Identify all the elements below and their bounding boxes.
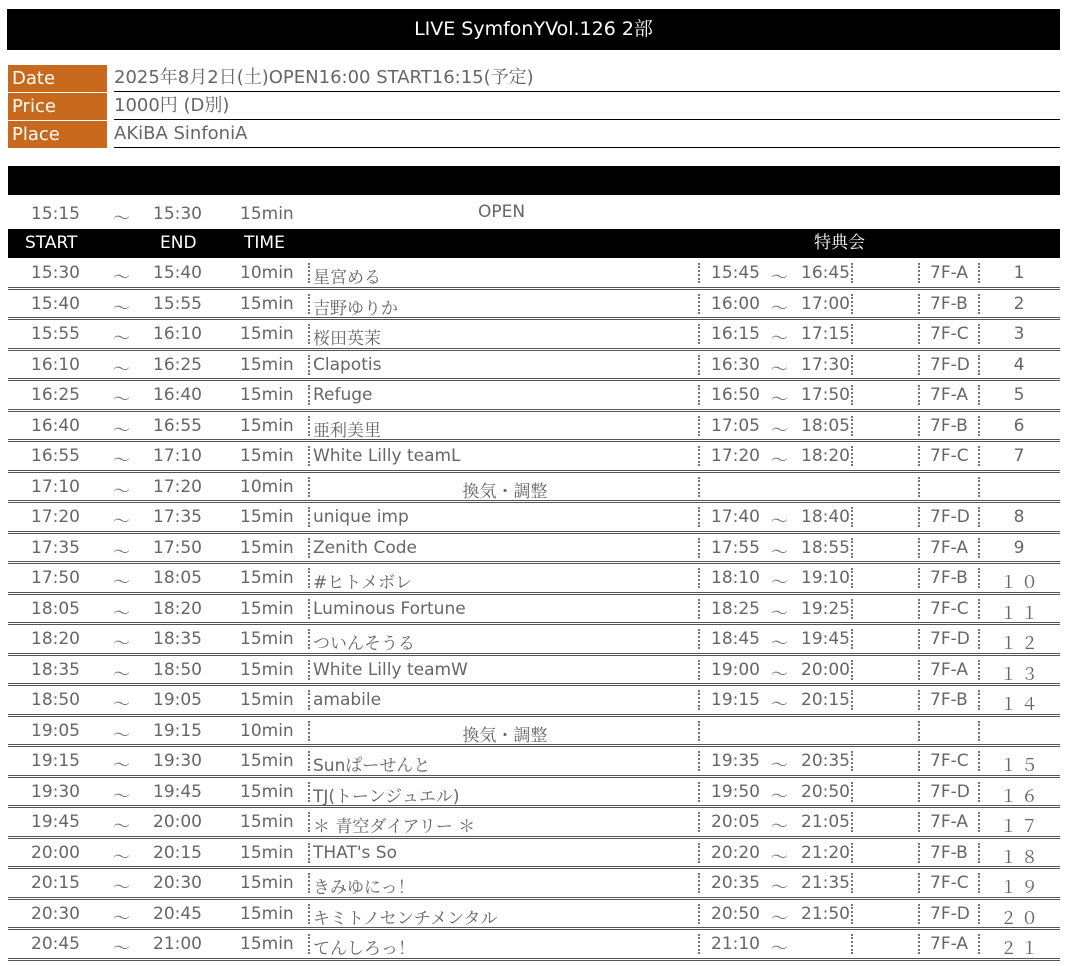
room: 7F-D — [918, 904, 970, 924]
tokuten-start: 20:50 — [698, 904, 760, 924]
tokuten-start: 20:05 — [698, 812, 760, 832]
tokuten-end: 18:20 — [801, 446, 850, 466]
start-time: 20:15 — [31, 873, 80, 893]
order-number: １８ — [978, 843, 1062, 863]
performer-name: ＊ 青空ダイアリー ＊ — [308, 812, 475, 832]
number-cell — [978, 721, 1062, 741]
end-time: 17:10 — [153, 446, 202, 466]
order-number: １５ — [978, 751, 1062, 771]
table-row — [8, 686, 1060, 717]
tilde-separator: 〜 — [113, 481, 130, 502]
end-time: 20:00 — [153, 812, 202, 832]
table-row — [8, 259, 1060, 290]
header-start: START — [25, 233, 78, 253]
start-time: 17:20 — [31, 507, 80, 527]
order-number: 6 — [978, 416, 1062, 436]
room: 7F-A — [918, 263, 968, 283]
duration: 15min — [240, 934, 294, 954]
order-number: １２ — [978, 629, 1062, 649]
page-title: LIVE SymfonYVol.126 2部 — [7, 9, 1060, 50]
end-time: 20:15 — [153, 842, 202, 863]
table-row — [8, 808, 1060, 839]
duration: 15min — [240, 812, 294, 832]
price-label: Price — [8, 93, 107, 120]
table-row — [8, 442, 1060, 473]
room: 7F-D — [918, 507, 970, 527]
end-time: 19:30 — [153, 751, 202, 771]
room: 7F-C — [918, 873, 969, 893]
start-time: 16:10 — [31, 354, 80, 375]
duration: 15min — [240, 751, 294, 771]
end-time: 16:10 — [153, 324, 202, 344]
tokuten-end: 17:50 — [801, 385, 850, 405]
duration: 15min — [240, 293, 294, 314]
tokuten-end: 17:30 — [801, 354, 850, 375]
open-start: 15:15 — [31, 204, 80, 224]
start-time: 20:45 — [31, 934, 80, 954]
table-row — [8, 381, 1060, 412]
tokuten-tilde: 〜 — [771, 878, 788, 898]
column-divider — [851, 934, 853, 954]
start-time: 15:40 — [31, 293, 80, 314]
open-row — [0, 202, 1067, 227]
table-row — [8, 625, 1060, 656]
tilde-separator: 〜 — [113, 329, 130, 349]
order-number: 2 — [978, 294, 1062, 314]
table-row — [8, 839, 1060, 870]
order-number: 7 — [978, 446, 1062, 466]
start-time: 20:30 — [31, 903, 80, 924]
tilde-separator: 〜 — [113, 908, 130, 929]
start-time: 19:05 — [31, 720, 80, 741]
performer-name: てんしろっ！ — [308, 934, 415, 954]
table-row — [8, 412, 1060, 443]
end-time: 19:15 — [153, 720, 202, 741]
tokuten-end: 20:50 — [801, 781, 850, 802]
start-time: 17:10 — [31, 476, 80, 497]
tokuten-end: 21:35 — [801, 873, 850, 893]
performer-name: Clapotis — [308, 355, 381, 375]
order-number: １７ — [978, 812, 1062, 832]
tokuten-tilde: 〜 — [771, 603, 788, 624]
break-label: 換気・調整 — [308, 721, 700, 741]
end-time: 18:50 — [153, 659, 202, 680]
performer-name: 桜田英茉 — [308, 324, 381, 344]
order-number: １６ — [978, 782, 1062, 802]
header-time: TIME — [244, 233, 285, 253]
tilde-separator: 〜 — [113, 634, 130, 654]
break-row — [8, 473, 1060, 504]
duration: 15min — [240, 781, 294, 802]
duration: 15min — [240, 659, 294, 680]
table-row — [8, 869, 1060, 900]
info-date-row — [8, 65, 1060, 92]
header-tokuten: 特典会 — [814, 233, 865, 253]
end-time: 17:50 — [153, 537, 202, 558]
tokuten-tilde: 〜 — [771, 939, 788, 959]
tokuten-tilde: 〜 — [771, 390, 788, 410]
tokuten-start: 16:30 — [698, 355, 760, 375]
start-time: 16:25 — [31, 385, 80, 405]
duration: 15min — [240, 415, 294, 436]
tilde-separator: 〜 — [113, 451, 130, 471]
place-value: AKiBA SinfoniA — [114, 121, 1060, 148]
tokuten-end: 17:15 — [801, 324, 850, 344]
room: 7F-A — [918, 538, 968, 558]
column-divider — [851, 263, 853, 283]
room: 7F-C — [918, 599, 969, 619]
header-end: END — [160, 233, 197, 253]
duration: 15min — [240, 507, 294, 527]
column-divider — [851, 904, 853, 924]
duration: 15min — [240, 446, 294, 466]
column-divider — [851, 751, 853, 771]
column-divider — [851, 446, 853, 466]
duration: 15min — [240, 629, 294, 649]
column-divider — [851, 690, 853, 710]
duration: 10min — [240, 476, 294, 497]
performer-name: Zenith Code — [308, 538, 417, 558]
tilde-separator: 〜 — [113, 298, 130, 319]
tokuten-tilde: 〜 — [771, 420, 788, 441]
tokuten-start: 19:15 — [698, 690, 760, 710]
date-label: Date — [8, 65, 107, 92]
end-time: 17:35 — [153, 507, 202, 527]
tokuten-end: 18:05 — [801, 415, 850, 436]
tokuten-start: 18:10 — [698, 568, 760, 588]
tilde-separator: 〜 — [113, 603, 130, 624]
column-divider — [851, 538, 853, 558]
start-time: 17:50 — [31, 568, 80, 588]
tokuten-end: 18:40 — [801, 507, 850, 527]
order-number: 1 — [978, 263, 1062, 283]
tokuten-start: 18:45 — [698, 629, 760, 649]
order-number: １３ — [978, 660, 1062, 680]
order-number: ２０ — [978, 904, 1062, 924]
tokuten-tilde: 〜 — [771, 298, 788, 319]
table-row — [8, 747, 1060, 778]
start-time: 16:40 — [31, 415, 80, 436]
column-divider — [851, 873, 853, 893]
duration: 15min — [240, 842, 294, 863]
place-label: Place — [8, 121, 107, 148]
end-time: 17:20 — [153, 476, 202, 497]
end-time: 21:00 — [153, 934, 202, 954]
room: 7F-C — [918, 324, 969, 344]
tilde-separator: 〜 — [113, 359, 130, 380]
table-row — [8, 778, 1060, 809]
tilde-separator: 〜 — [113, 420, 130, 441]
tilde-separator: 〜 — [113, 268, 130, 288]
order-number: １９ — [978, 873, 1062, 893]
end-time: 18:05 — [153, 568, 202, 588]
column-divider — [851, 660, 853, 680]
start-time: 19:15 — [31, 751, 80, 771]
number-cell — [978, 477, 1062, 497]
duration: 15min — [240, 873, 294, 893]
tokuten-tilde: 〜 — [771, 451, 788, 471]
column-divider — [851, 568, 853, 588]
price-value: 1000円 (D別) — [114, 93, 1060, 120]
tokuten-start: 19:00 — [698, 660, 760, 680]
room: 7F-B — [918, 843, 968, 863]
break-label: 換気・調整 — [308, 477, 700, 497]
duration: 10min — [240, 263, 294, 283]
table-row — [8, 290, 1060, 321]
tilde-separator: 〜 — [113, 725, 130, 746]
tokuten-start: 16:15 — [698, 324, 760, 344]
performer-name: White Lilly teamL — [308, 446, 461, 466]
open-end: 15:30 — [153, 204, 202, 224]
column-divider — [851, 782, 853, 802]
room: 7F-A — [918, 385, 968, 405]
duration: 15min — [240, 324, 294, 344]
performer-name: unique imp — [308, 507, 409, 527]
room: 7F-B — [918, 568, 968, 588]
open-tilde: 〜 — [113, 209, 130, 229]
order-number: 4 — [978, 355, 1062, 375]
start-time: 15:30 — [31, 263, 80, 283]
tokuten-tilde: 〜 — [771, 847, 788, 868]
room: 7F-B — [918, 690, 968, 710]
tokuten-end: 21:05 — [801, 812, 850, 832]
tokuten-end: 17:00 — [801, 293, 850, 314]
tokuten-tilde: 〜 — [771, 512, 788, 532]
order-number: １１ — [978, 599, 1062, 619]
schedule-table — [8, 259, 1060, 961]
room: 7F-C — [918, 751, 969, 771]
end-time: 18:20 — [153, 598, 202, 619]
tokuten-start: 19:35 — [698, 751, 760, 771]
tokuten-end: 21:50 — [801, 903, 850, 924]
tokuten-tilde: 〜 — [771, 695, 788, 715]
tokuten-end: 19:25 — [801, 598, 850, 619]
tilde-separator: 〜 — [113, 573, 130, 593]
open-time: 15min — [240, 204, 294, 224]
room: 7F-A — [918, 660, 968, 680]
table-row — [8, 595, 1060, 626]
column-divider — [851, 599, 853, 619]
tokuten-end: 16:45 — [801, 263, 850, 283]
room: 7F-D — [918, 355, 970, 375]
performer-name: ついんそうる — [308, 629, 415, 649]
table-row — [8, 656, 1060, 687]
tokuten-tilde: 〜 — [771, 542, 788, 563]
tokuten-tilde: 〜 — [771, 329, 788, 349]
tokuten-start: 17:55 — [698, 538, 760, 558]
date-value: 2025年8月2日(土)OPEN16:00 START16:15(予定) — [114, 65, 1060, 92]
open-label: OPEN — [478, 202, 526, 222]
start-time: 18:20 — [31, 629, 80, 649]
order-number: １０ — [978, 568, 1062, 588]
tokuten-end: 20:35 — [801, 751, 850, 771]
performer-name: White Lilly teamW — [308, 660, 468, 680]
table-row — [8, 534, 1060, 565]
room: 7F-A — [918, 934, 968, 954]
end-time: 19:45 — [153, 781, 202, 802]
table-row — [8, 900, 1060, 931]
end-time: 19:05 — [153, 690, 202, 710]
tokuten-tilde: 〜 — [771, 664, 788, 685]
order-number: 9 — [978, 538, 1062, 558]
tokuten-start: 15:45 — [698, 263, 760, 283]
room: 7F-D — [918, 782, 970, 802]
start-time: 19:30 — [31, 781, 80, 802]
tilde-separator: 〜 — [113, 817, 130, 837]
room: 7F-C — [918, 446, 969, 466]
end-time: 20:30 — [153, 873, 202, 893]
tokuten-tilde: 〜 — [771, 817, 788, 837]
performer-name: Sunぱーせんと — [308, 751, 430, 771]
tokuten-cell — [698, 477, 711, 497]
duration: 15min — [240, 354, 294, 375]
start-time: 18:35 — [31, 659, 80, 680]
column-divider — [851, 507, 853, 527]
tilde-separator: 〜 — [113, 664, 130, 685]
duration: 15min — [240, 385, 294, 405]
start-time: 15:55 — [31, 324, 80, 344]
tilde-separator: 〜 — [113, 847, 130, 868]
tilde-separator: 〜 — [113, 390, 130, 410]
tokuten-start: 18:25 — [698, 599, 760, 619]
start-time: 18:05 — [31, 598, 80, 619]
performer-name: amabile — [308, 690, 381, 710]
tokuten-tilde: 〜 — [771, 268, 788, 288]
end-time: 18:35 — [153, 629, 202, 649]
tokuten-start: 16:00 — [698, 294, 760, 314]
performer-name: Refuge — [308, 385, 373, 405]
order-number: １４ — [978, 690, 1062, 710]
end-time: 16:55 — [153, 415, 202, 436]
performer-name: 亜利美里 — [308, 416, 381, 436]
tilde-separator: 〜 — [113, 695, 130, 715]
tokuten-tilde: 〜 — [771, 359, 788, 380]
info-place-row — [8, 121, 1060, 148]
performer-name: #ヒトメボレ — [308, 568, 412, 588]
tokuten-start: 21:10 — [698, 934, 760, 954]
start-time: 20:00 — [31, 842, 80, 863]
table-row — [8, 503, 1060, 534]
duration: 15min — [240, 568, 294, 588]
performer-name: 星宮める — [308, 263, 381, 283]
performer-name: TJ(トーンジュエル) — [308, 782, 460, 802]
tokuten-cell — [698, 721, 711, 741]
start-time: 16:55 — [31, 446, 80, 466]
order-number: ２１ — [978, 934, 1062, 954]
tokuten-end: 19:10 — [801, 568, 850, 588]
tokuten-start: 17:20 — [698, 446, 760, 466]
start-time: 18:50 — [31, 690, 80, 710]
tilde-separator: 〜 — [113, 878, 130, 898]
column-divider — [851, 324, 853, 344]
end-time: 16:25 — [153, 354, 202, 375]
duration: 10min — [240, 720, 294, 741]
end-time: 15:40 — [153, 263, 202, 283]
tilde-separator: 〜 — [113, 786, 130, 807]
room: 7F-B — [918, 294, 968, 314]
table-row — [8, 320, 1060, 351]
room-cell — [918, 477, 930, 497]
room-cell — [918, 721, 930, 741]
column-divider — [851, 629, 853, 649]
tokuten-start: 20:35 — [698, 873, 760, 893]
tilde-separator: 〜 — [113, 542, 130, 563]
tokuten-start: 17:40 — [698, 507, 760, 527]
tokuten-end: 19:45 — [801, 629, 850, 649]
column-divider — [851, 843, 853, 863]
info-price-row — [8, 93, 1060, 120]
performer-name: 吉野ゆりか — [308, 294, 398, 314]
duration: 15min — [240, 690, 294, 710]
duration: 15min — [240, 903, 294, 924]
performer-name: キミトノセンチメンタル — [308, 904, 497, 924]
tokuten-tilde: 〜 — [771, 786, 788, 807]
performer-name: THAT's So — [308, 843, 397, 863]
table-row — [8, 930, 1060, 961]
order-number: 8 — [978, 507, 1062, 527]
duration: 15min — [240, 537, 294, 558]
performer-name: Luminous Fortune — [308, 599, 466, 619]
tokuten-start: 20:20 — [698, 843, 760, 863]
table-row — [8, 564, 1060, 595]
room: 7F-A — [918, 812, 968, 832]
tokuten-tilde: 〜 — [771, 634, 788, 654]
duration: 15min — [240, 598, 294, 619]
column-divider — [851, 355, 853, 375]
section-divider-bar — [8, 166, 1060, 195]
table-header — [8, 229, 1060, 258]
tokuten-start: 17:05 — [698, 416, 760, 436]
end-time: 20:45 — [153, 903, 202, 924]
start-time: 19:45 — [31, 812, 80, 832]
order-number: 5 — [978, 385, 1062, 405]
tokuten-start: 19:50 — [698, 782, 760, 802]
column-divider — [851, 294, 853, 314]
tilde-separator: 〜 — [113, 512, 130, 532]
tokuten-end: 20:15 — [801, 690, 850, 710]
table-row — [8, 351, 1060, 382]
end-time: 15:55 — [153, 293, 202, 314]
tokuten-end: 20:00 — [801, 659, 850, 680]
tokuten-tilde: 〜 — [771, 573, 788, 593]
room: 7F-B — [918, 416, 968, 436]
tilde-separator: 〜 — [113, 939, 130, 959]
performer-name: きみゆにっ！ — [308, 873, 415, 893]
tokuten-tilde: 〜 — [771, 756, 788, 776]
tokuten-tilde: 〜 — [771, 908, 788, 929]
room: 7F-D — [918, 629, 970, 649]
tokuten-end: 18:55 — [801, 537, 850, 558]
start-time: 17:35 — [31, 537, 80, 558]
tilde-separator: 〜 — [113, 756, 130, 776]
end-time: 16:40 — [153, 385, 202, 405]
break-row — [8, 717, 1060, 748]
tokuten-start: 16:50 — [698, 385, 760, 405]
column-divider — [851, 812, 853, 832]
column-divider — [851, 416, 853, 436]
order-number: 3 — [978, 324, 1062, 344]
tokuten-end: 21:20 — [801, 842, 850, 863]
column-divider — [851, 385, 853, 405]
